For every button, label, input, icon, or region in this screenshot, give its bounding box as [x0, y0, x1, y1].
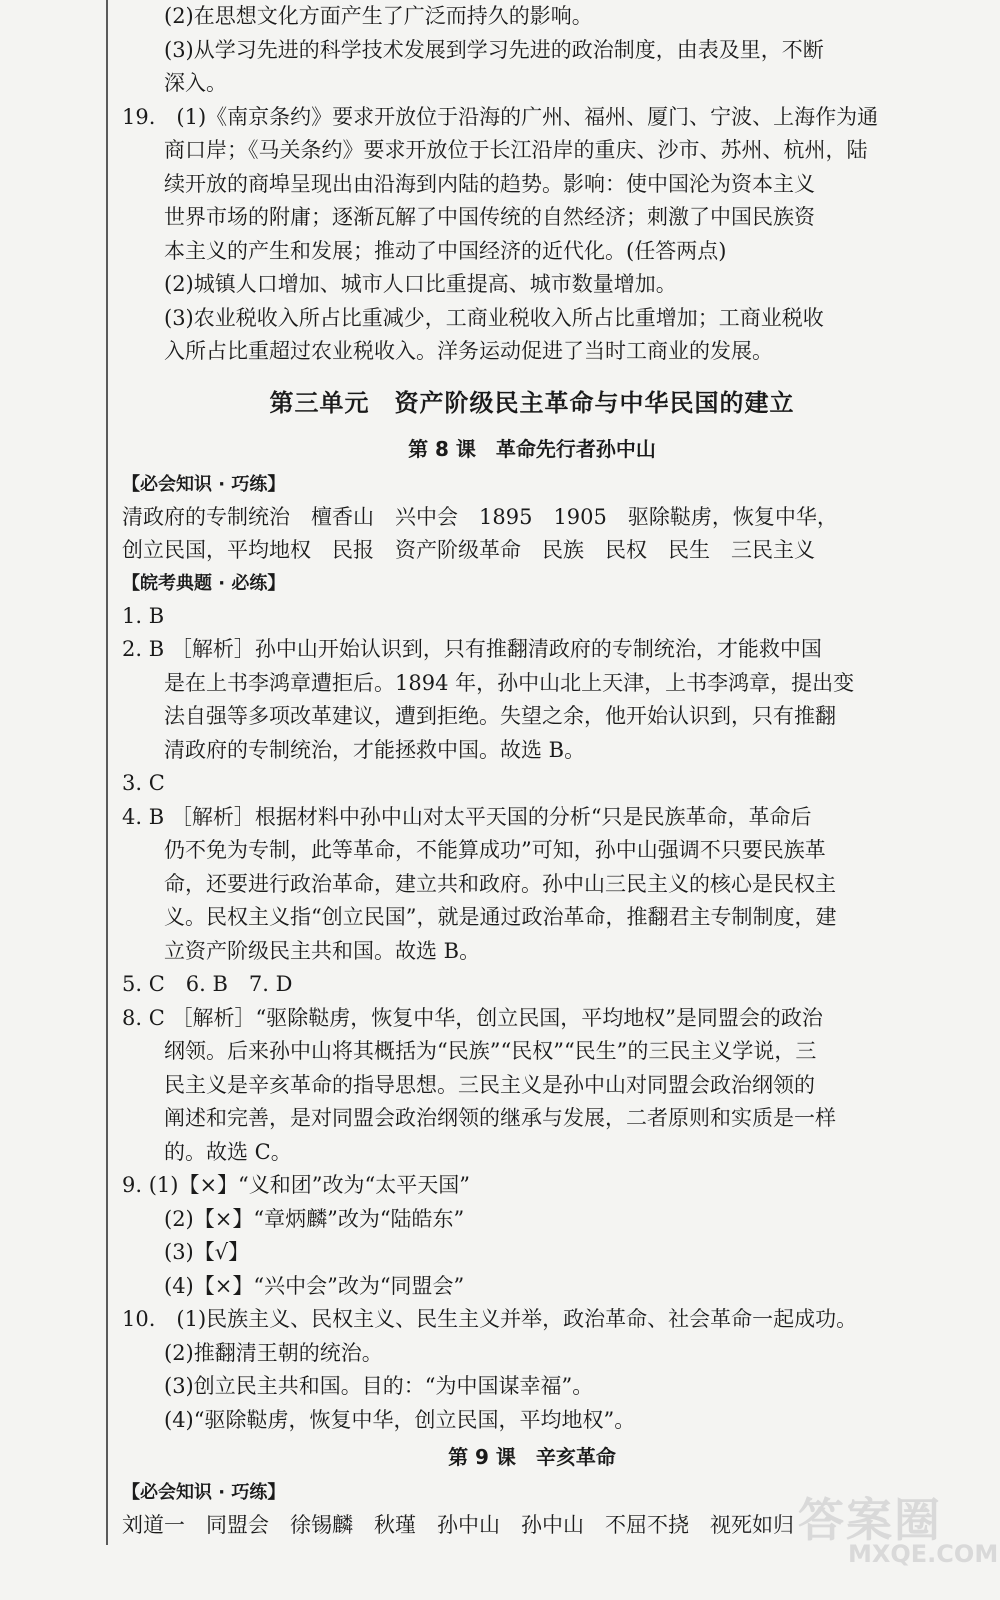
top-line: (3)从学习先进的科学技术发展到学习先进的政治制度，由表及里，不断 [164, 37, 824, 62]
answer-line: (2)推翻清王朝的统治。 [164, 1340, 383, 1365]
top-line: (2)在思想文化方面产生了广泛而持久的影响。 [164, 4, 593, 28]
answer-line: 民主义是辛亥革命的指导思想。三民主义是孙中山对同盟会政治纲领的 [164, 1072, 815, 1097]
answer-line: 命，还要进行政治革命，建立共和政府。孙中山三民主义的核心是民权主 [164, 871, 836, 896]
top-line: 19. (1)《南京条约》要求开放位于沿海的广州、福州、厦门、宁波、上海作为通 [122, 104, 879, 129]
top-line: 深入。 [164, 71, 227, 95]
answer-line: 3. C [122, 771, 165, 795]
answer-line: 2. B ［解析］孙中山开始认识到，只有推翻清政府的专制统治，才能救中国 [122, 637, 822, 661]
lesson-9-title: 第 9 课 辛亥革命 [448, 1445, 616, 1469]
answer-line: 4. B ［解析］根据材料中孙中山对太平天国的分析“只是民族革命，革命后 [122, 804, 812, 829]
top-line: 入所占比重超过农业税收入。洋务运动促进了当时工商业的发展。 [164, 339, 773, 363]
top-line: 本主义的产生和发展；推动了中国经济的近代化。(任答两点) [164, 238, 727, 263]
answer-line: 纲领。后来孙中山将其概括为“民族”“民权”“民生”的三民主义学说，三 [164, 1039, 817, 1063]
lesson-8-title: 第 8 课 革命先行者孙中山 [408, 436, 656, 461]
lesson-8-answers [122, 600, 942, 1438]
answer-line: 1. B [122, 603, 165, 628]
answer-line: (3)【√】 [164, 1240, 250, 1264]
answer-line: 9. (1)【×】“义和团”改为“太平天国” [122, 1173, 470, 1197]
section-exam: 【皖考典题 · 必练】 [122, 572, 286, 594]
knowledge9-line: 刘道一 同盟会 徐锡麟 秋瑾 孙中山 孙中山 不屈不挠 视死如归 [122, 1513, 794, 1537]
top-line: (3)农业税收入所占比重减少，工商业税收入所占比重增加；工商业税收 [164, 305, 824, 330]
top-line: 世界市场的附庸；逐渐瓦解了中国传统的自然经济；刺激了中国民族资 [164, 205, 815, 229]
watermark-url: MXQE.COM [848, 1540, 999, 1568]
answer-line: 阐述和完善，是对同盟会政治纲领的继承与发展，二者原则和实质是一样 [164, 1106, 836, 1130]
answer-line: 清政府的专制统治，才能拯救中国。故选 B。 [164, 737, 586, 762]
top-line: 商口岸；《马关条约》要求开放位于长江沿岸的重庆、沙市、苏州、杭州，陆 [164, 138, 868, 162]
margin-rule [106, 0, 108, 1545]
answer-line: 的。故选 C。 [164, 1139, 292, 1164]
answer-line: 10. (1)民族主义、民权主义、民生主义并举，政治革命、社会革命一起成功。 [122, 1307, 858, 1331]
top-line: 续开放的商埠呈现出由沿海到内陆的趋势。影响：使中国沦为资本主义 [164, 171, 815, 196]
top-line: (2)城镇人口增加、城市人口比重提高、城市数量增加。 [164, 272, 677, 296]
answer-line: (4)“驱除鞑虏，恢复中华，创立民国，平均地权”。 [164, 1407, 636, 1432]
answer-line: 8. C ［解析］“驱除鞑虏，恢复中华，创立民国，平均地权”是同盟会的政治 [122, 1005, 823, 1030]
answer-line: 是在上书李鸿章遭拒后。1894 年，孙中山北上天津，上书李鸿章，提出变 [164, 670, 855, 695]
knowledge-line-2: 创立民国，平均地权 民报 资产阶级革命 民族 民权 民生 三民主义 [122, 538, 815, 562]
watermark-logo: 答案圈 [798, 1493, 942, 1547]
unit-title: 第三单元 资产阶级民主革命与中华民国的建立 [269, 388, 795, 417]
answer-line: (2)【×】“章炳麟”改为“陆皓东” [164, 1206, 465, 1231]
answer-line: 法自强等多项改革建议，遭到拒绝。失望之余，他开始认识到，只有推翻 [164, 704, 836, 728]
answer-line: 义。民权主义指“创立民国”，就是通过政治革命，推翻君主专制制度，建 [164, 905, 837, 929]
answer-line: 5. C 6. B 7. D [122, 972, 293, 996]
knowledge-line-1: 清政府的专制统治 檀香山 兴中会 1895 1905 驱除鞑虏，恢复中华， [122, 504, 838, 529]
section-knowledge-9: 【必会知识 · 巧练】 [122, 1482, 286, 1503]
answer-line: (4)【×】“兴中会”改为“同盟会” [164, 1273, 465, 1298]
section-knowledge: 【必会知识 · 巧练】 [122, 473, 286, 495]
answer-line: 立资产阶级民主共和国。故选 B。 [164, 938, 481, 963]
answer-line: 仍不免为专制，此等革命，不能算成功”可知，孙中山强调不只要民族革 [164, 838, 826, 862]
answer-page [122, 0, 942, 1543]
q18-19-answers [122, 0, 942, 369]
answer-line: (3)创立民主共和国。目的：“为中国谋幸福”。 [164, 1374, 594, 1398]
